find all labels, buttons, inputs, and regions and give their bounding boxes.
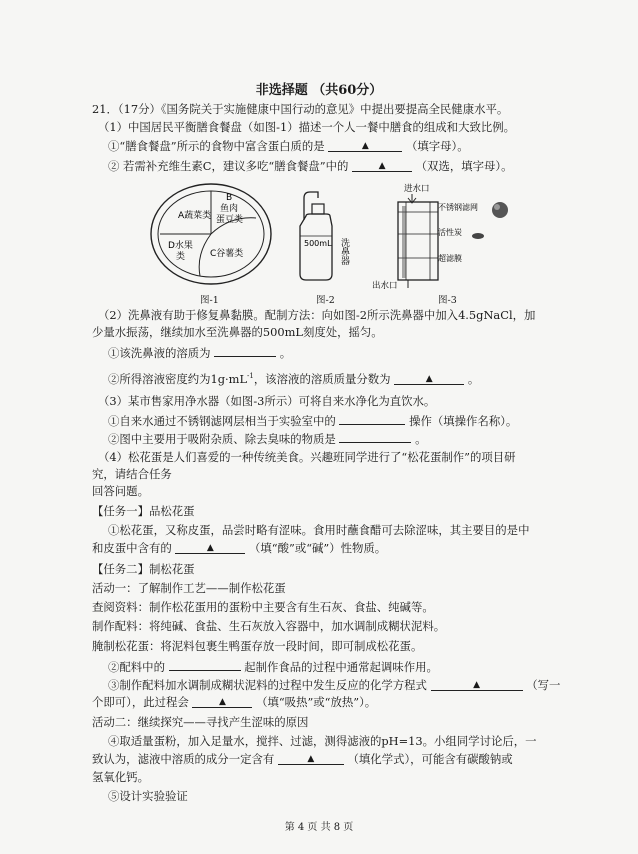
- blank-marker: ▲: [361, 141, 369, 151]
- answer-blank[interactable]: [431, 679, 523, 691]
- task-2-question-4-line-3: 氢氧化钙。: [92, 770, 149, 784]
- question-text: ②所得溶液密度约为1g·mL: [108, 371, 248, 386]
- section-c-label: C谷薯类: [210, 249, 244, 259]
- figure-1-caption: 图-1: [200, 295, 219, 306]
- part-3-heading: （3）某市售家用净水器（如图-3所示）可将自来水净化为直饮水。: [98, 394, 436, 408]
- page-footer: 第 4 页 共 8 页: [284, 822, 354, 833]
- blank-marker: ▲: [425, 373, 433, 384]
- figure-1-diet-plate: [148, 182, 274, 298]
- blank-marker: ▲: [218, 697, 226, 707]
- question-text: 致认为，滤液中溶质的成分一定含有: [92, 752, 275, 766]
- part-1-question-2: [108, 160, 512, 173]
- question-text: ②图中主要用于吸附杂质、除去臭味的物质是: [108, 432, 336, 446]
- mesh-ball-icon: [492, 202, 508, 218]
- question-text: 。: [467, 371, 480, 386]
- question-text: ①该洗鼻液的溶质为: [108, 346, 211, 360]
- question-text: 起制作食品的过程中通常起调味作用。: [244, 660, 438, 674]
- task-2-heading: 【任务二】制松花蛋: [92, 562, 195, 576]
- answer-blank[interactable]: [394, 373, 464, 385]
- part-4-line-1: （4）松花蛋是人们喜爱的一种传统美食。兴趣班同学进行了“松花蛋制作”的项目研: [98, 450, 516, 464]
- question-text: （填“吸热”或“放热”）。: [256, 695, 377, 709]
- section-a-label: A蔬菜类: [178, 211, 212, 221]
- blank-marker: ▲: [206, 543, 214, 553]
- task-2-question-3: [108, 679, 560, 692]
- answer-blank[interactable]: [192, 696, 252, 708]
- activity-1-heading: 活动一：了解制作工艺——制作松花蛋: [92, 581, 286, 595]
- question-text: ①自来水通过不锈钢滤网层相当于实验室中的: [108, 414, 336, 428]
- section-d-label: D水果: [168, 241, 193, 251]
- figure-3-water-purifier: [372, 182, 522, 292]
- bottle-tag: 洗鼻器: [339, 238, 349, 265]
- question-text: （填“酸”或“碱”）性物质。: [249, 541, 387, 555]
- task-2-question-2: [108, 659, 438, 674]
- inlet-label: 进水口: [404, 184, 430, 194]
- question-text: （填字母）。: [405, 139, 469, 153]
- task-1-heading: 【任务一】品松花蛋: [92, 504, 195, 518]
- question-21-intro: 21．（17分）《国务院关于实施健康中国行动的意见》中提出要提高全民健康水平。: [92, 102, 509, 116]
- answer-blank[interactable]: [352, 160, 412, 172]
- answer-blank[interactable]: [214, 345, 276, 357]
- figure-2-caption: 图-2: [316, 295, 335, 306]
- carbon-pile-icon: [472, 233, 484, 239]
- pickling-method: 腌制松花蛋：将泥料包裹生鸭蛋存放一段时间，即可制成松花蛋。: [92, 639, 423, 653]
- section-d-label: 类: [176, 252, 186, 262]
- part-3-question-2: [108, 431, 426, 446]
- question-text: （填化学式），可能含有碳酸钠或: [347, 752, 513, 766]
- task-2-question-5: ⑤设计实验验证: [108, 789, 188, 803]
- section-b-label: 蛋豆类: [216, 215, 244, 225]
- blank-marker: ▲: [378, 161, 386, 171]
- part-3-question-1: [108, 413, 517, 428]
- answer-blank[interactable]: [339, 431, 411, 443]
- membrane-label: 超滤膜: [438, 254, 462, 263]
- part-2-question-1: [108, 345, 291, 360]
- question-text: 。: [279, 346, 292, 360]
- unit-exponent: -1: [247, 372, 254, 380]
- figure-3-caption: 图-3: [438, 295, 457, 306]
- task-2-question-4-line-2: [92, 753, 513, 766]
- question-text: （写一: [526, 678, 561, 692]
- answer-blank[interactable]: [278, 753, 344, 765]
- question-text: 。: [415, 432, 427, 446]
- question-text: 个即可），此过程会: [92, 695, 189, 709]
- reference-info: 查阅资料：制作松花蛋用的蛋粉中主要含有生石灰、食盐、纯碱等。: [92, 600, 434, 614]
- question-text: ②配料中的: [108, 660, 165, 674]
- part-1-heading: （1）中国居民平衡膳食餐盘（如图-1）描述一个人一餐中膳食的组成和大致比例。: [98, 120, 516, 134]
- blank-marker: ▲: [307, 754, 315, 764]
- task-1-line-2: [92, 542, 386, 555]
- question-text: 和皮蛋中含有的: [92, 541, 172, 555]
- answer-blank[interactable]: [169, 659, 241, 671]
- mesh-label: 不锈钢滤网: [438, 203, 478, 212]
- part-2-line-1: （2）洗鼻液有助于修复鼻黏膜。配制方法：向如图-2所示洗鼻器中加入4.5gNaCl，加: [98, 308, 536, 322]
- question-text: ② 若需补充维生素C，建议多吃“膳食餐盘”中的: [108, 159, 349, 173]
- question-text: 操作（填操作名称）。: [409, 414, 518, 428]
- figure-2-nasal-wash-bottle: [296, 188, 366, 288]
- task-1-line-1: ①松花蛋，又称皮蛋，品尝时略有涩味。食用时蘸食醋可去除涩味，其主要目的是中: [108, 523, 530, 537]
- task-2-question-4-line-1: ④取适量蛋粉，加入足量水，搅拌、过滤，测得滤液的pH=13。小组同学讨论后，一: [108, 734, 537, 748]
- preparation-method: 制作配料：将纯碱、食盐、生石灰放入容器中，加水调制成糊状泥料。: [92, 619, 446, 633]
- question-text: ，该溶液的溶质质量分数为: [253, 371, 391, 386]
- inner-tube: [406, 202, 430, 280]
- task-2-question-3-cont: [92, 696, 376, 709]
- part-1-question-1: [108, 140, 469, 153]
- outlet-label: 出水口: [372, 281, 398, 291]
- carbon-label: 活性炭: [438, 228, 462, 237]
- part-4-line-2: 究，请结合任务: [92, 467, 172, 481]
- volume-mark: 500mL: [304, 239, 332, 248]
- part-4-line-3: 回答问题。: [92, 484, 149, 498]
- section-b-label: B: [226, 193, 233, 203]
- part-2-question-2: [108, 370, 479, 386]
- section-b-label: 鱼肉: [220, 204, 239, 214]
- activity-2-heading: 活动二：继续探究——寻找产生涩味的原因: [92, 715, 309, 729]
- question-text: ③制作配料加水调制成糊状泥料的过程中发生反应的化学方程式: [108, 678, 427, 692]
- answer-blank[interactable]: [175, 542, 245, 554]
- section-title: 非选择题 （共60分）: [255, 83, 383, 98]
- mesh-ball-highlight: [494, 204, 500, 210]
- question-text: （双选，填字母）。: [415, 159, 513, 173]
- bottle-neck: [312, 204, 324, 214]
- answer-blank[interactable]: [339, 413, 405, 425]
- tube-shadow: [402, 206, 406, 278]
- question-text: ①“膳食餐盘”所示的食物中富含蛋白质的是: [108, 139, 325, 153]
- answer-blank[interactable]: [328, 140, 402, 152]
- part-2-line-2: 少量水振荡，继续加水至洗鼻器的500mL刻度处，摇匀。: [92, 325, 383, 339]
- blank-marker: ▲: [473, 680, 481, 690]
